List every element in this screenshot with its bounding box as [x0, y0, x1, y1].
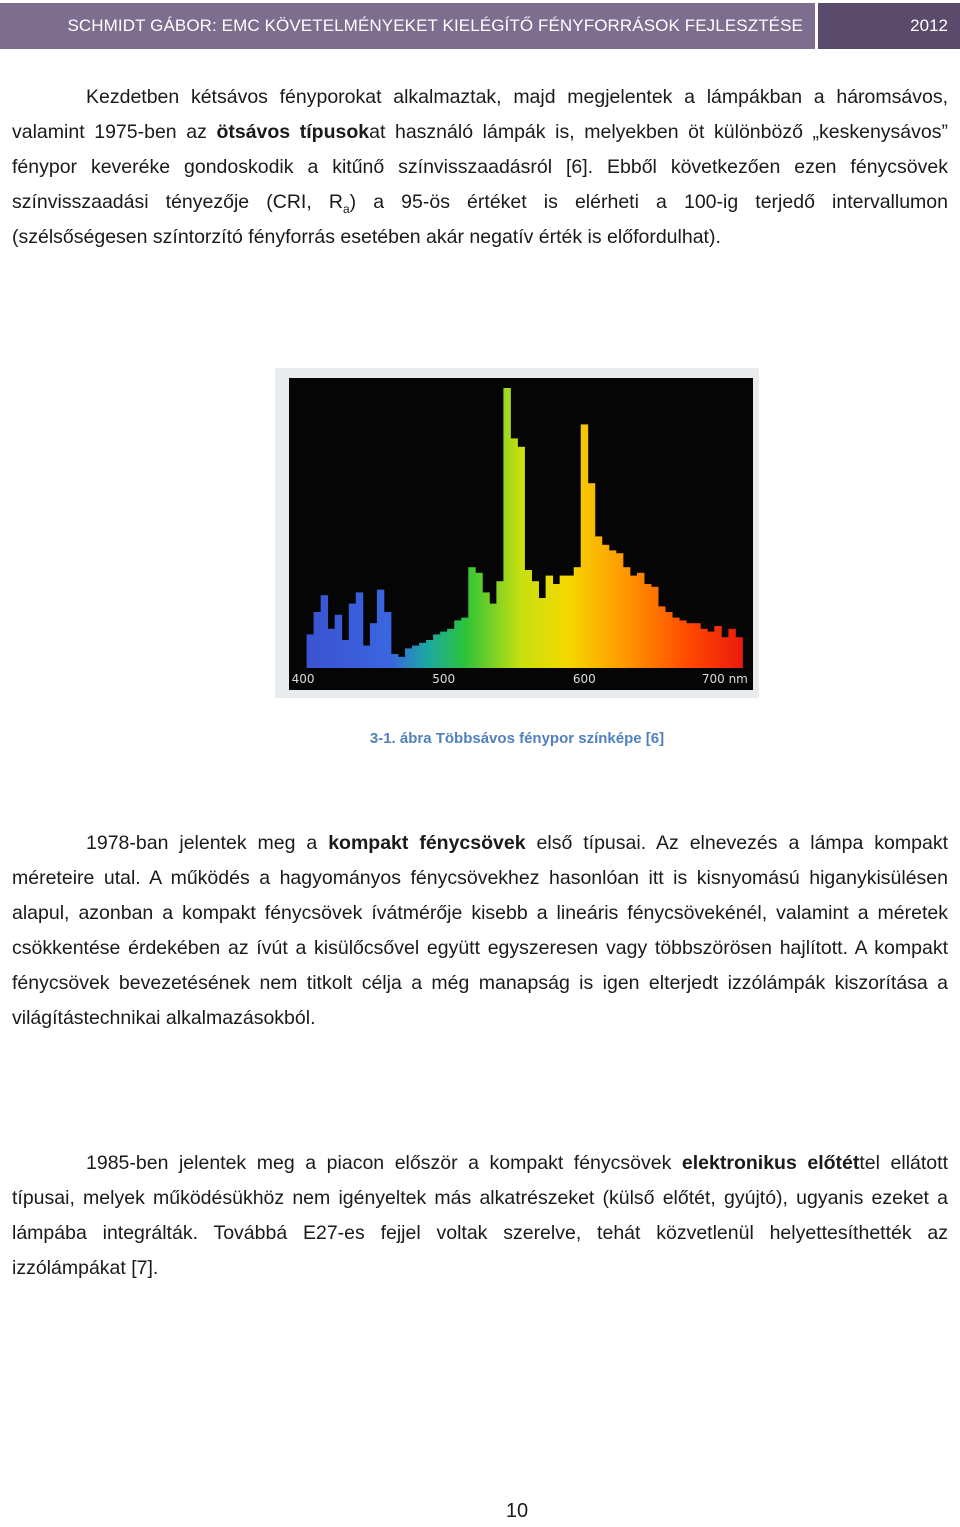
paragraph-compact-fluorescent — [12, 826, 948, 1036]
para1-text-2: at használó lámpák is, melyekben öt különböző „keskenysávos” fénypor keveréke gondoskodik a kitűnő színvisszaadásról [6]. Ebből következően ezen fénycsövek színvisszaadási tényezője (CRI, R — [12, 121, 948, 213]
para2-bold-term: kompakt fénycsövek — [328, 832, 526, 854]
spectrum-bar — [574, 567, 581, 668]
spectrum-bar — [532, 581, 539, 668]
spectrum-bar — [679, 620, 686, 668]
spectrum-chart — [275, 368, 759, 698]
figure-caption: 3-1. ábra Többsávos fénypor színképe [6] — [369, 730, 665, 747]
spectrum-bar — [419, 643, 426, 668]
spectrum-bar — [377, 590, 384, 668]
spectrum-bar — [707, 632, 714, 668]
spectrum-bar — [314, 612, 321, 668]
spectrum-bar — [489, 604, 496, 668]
paragraph-multiband-phosphor — [12, 80, 948, 255]
spectrum-bar — [539, 598, 546, 668]
spectrum-bar — [461, 618, 468, 668]
spectrum-bar — [426, 640, 433, 668]
spectrum-bar — [321, 595, 328, 668]
spectrum-bar — [616, 553, 623, 668]
spectrum-bar — [510, 438, 517, 668]
spectrum-bar — [482, 592, 489, 668]
spectrum-bar — [496, 581, 503, 668]
spectrum-bar — [595, 536, 602, 668]
para3-text-1: 1985-ben jelentek meg a piacon először a kompakt fénycsövek — [86, 1152, 682, 1174]
para2-text-1: 1978-ban jelentek meg a — [86, 832, 329, 854]
spectrum-bar — [356, 592, 363, 668]
spectrum-bar — [328, 629, 335, 668]
spectrum-bar — [342, 640, 349, 668]
axis-tick-label: 500 — [432, 672, 456, 686]
header-title: SCHMIDT GÁBOR: EMC KÖVETELMÉNYEKET KIELÉGÍTŐ FÉNYFORRÁSOK FEJLESZTÉSE — [0, 3, 815, 49]
spectrum-bar — [700, 629, 707, 668]
spectrum-bar — [644, 584, 651, 668]
spectrum-bar — [560, 576, 567, 668]
spectrum-bar — [693, 623, 700, 668]
spectrum-bar — [447, 629, 454, 668]
spectrum-bar — [412, 646, 419, 668]
para1-bold-term: ötsávos típusok — [216, 121, 370, 143]
spectrum-bar — [735, 637, 742, 668]
para3-text-2: tel ellátott típusai, melyek működésükhöz nem igényeltek más alkatrészeket (külső előtét, gyújtó), ugyanis ezeket a lámpába integrálták. Továbbá E27-es fejjel voltak szerelve, tehát közvetlenül helyettesíthették az izzólámpákat [7]. — [12, 1152, 948, 1279]
spectrum-bar — [405, 648, 412, 668]
spectrum-bar — [651, 587, 658, 668]
spectrum-bar — [665, 612, 672, 668]
spectrum-bar — [525, 570, 532, 668]
spectrum-bar — [370, 623, 377, 668]
spectrum-bar — [637, 573, 644, 668]
page-header — [0, 0, 960, 50]
spectrum-bar — [721, 637, 728, 668]
para2-text-2: első típusai. Az elnevezés a lámpa kompakt méreteire utal. A működés a hagyományos fénycsövekhez hasonlóan itt is kisnyomású higanykisülésen alapul, azonban a kompakt fénycsövek ívátmérője kisebb a lineáris fénycsövekénél, valamint a méretek csökkentése érdekében az ívút a kisülőcsővel együtt egyszeresen vagy többszörösen hajlított. A kompakt fénycsövek bevezetésének nem titkolt célja a még manapság is igen elterjedt izzólámpák kiszorítása a világítástechnikai alkalmazásokból. — [12, 832, 948, 1029]
spectrum-figure — [275, 368, 759, 698]
axis-tick-label: 600 — [572, 672, 596, 686]
para3-bold-term: elektronikus előtét — [681, 1152, 860, 1174]
spectrum-bar — [672, 618, 679, 668]
axis-tick-label: 400 — [291, 672, 315, 686]
spectrum-bar — [335, 615, 342, 668]
spectrum-bar — [440, 632, 447, 668]
para1-subscript: a — [342, 201, 350, 216]
spectrum-bar — [553, 584, 560, 668]
spectrum-bar — [546, 576, 553, 668]
para1-text-3: ) a 95-ös értéket is elérheti a 100-ig terjedő intervallumon (szélsőségesen színtorzító fényforrás esetében akár negatív érték is előfordulhat). — [12, 191, 948, 248]
spectrum-bar — [384, 612, 391, 668]
spectrum-bar — [588, 483, 595, 668]
axis-tick-label: 700 nm — [701, 672, 748, 686]
para1-text-1: Kezdetben kétsávos fényporokat alkalmaztak, majd megjelentek a lámpákban a háromsávos, valamint 1975-ben az — [12, 86, 948, 143]
spectrum-bar — [349, 604, 356, 668]
spectrum-bar — [454, 620, 461, 668]
page-number: 10 — [505, 1500, 529, 1522]
header-year: 2012 — [818, 3, 960, 49]
spectrum-bar — [391, 654, 398, 668]
spectrum-bar — [363, 646, 370, 668]
spectrum-bar — [433, 634, 440, 668]
spectrum-bar — [714, 626, 721, 668]
spectrum-bar — [658, 606, 665, 668]
spectrum-bar — [602, 545, 609, 668]
spectrum-bar — [398, 657, 405, 668]
spectrum-bar — [581, 424, 588, 668]
spectrum-bar — [567, 576, 574, 668]
paragraph-electronic-ballast — [12, 1146, 948, 1286]
spectrum-bar — [468, 567, 475, 668]
spectrum-bar — [630, 576, 637, 668]
spectrum-bar — [623, 567, 630, 668]
spectrum-bar — [503, 388, 510, 668]
spectrum-bar — [517, 447, 524, 668]
spectrum-bar — [609, 550, 616, 668]
spectrum-bar — [475, 573, 482, 668]
spectrum-bar — [686, 623, 693, 668]
spectrum-bar — [728, 629, 735, 668]
spectrum-bar — [307, 634, 314, 668]
